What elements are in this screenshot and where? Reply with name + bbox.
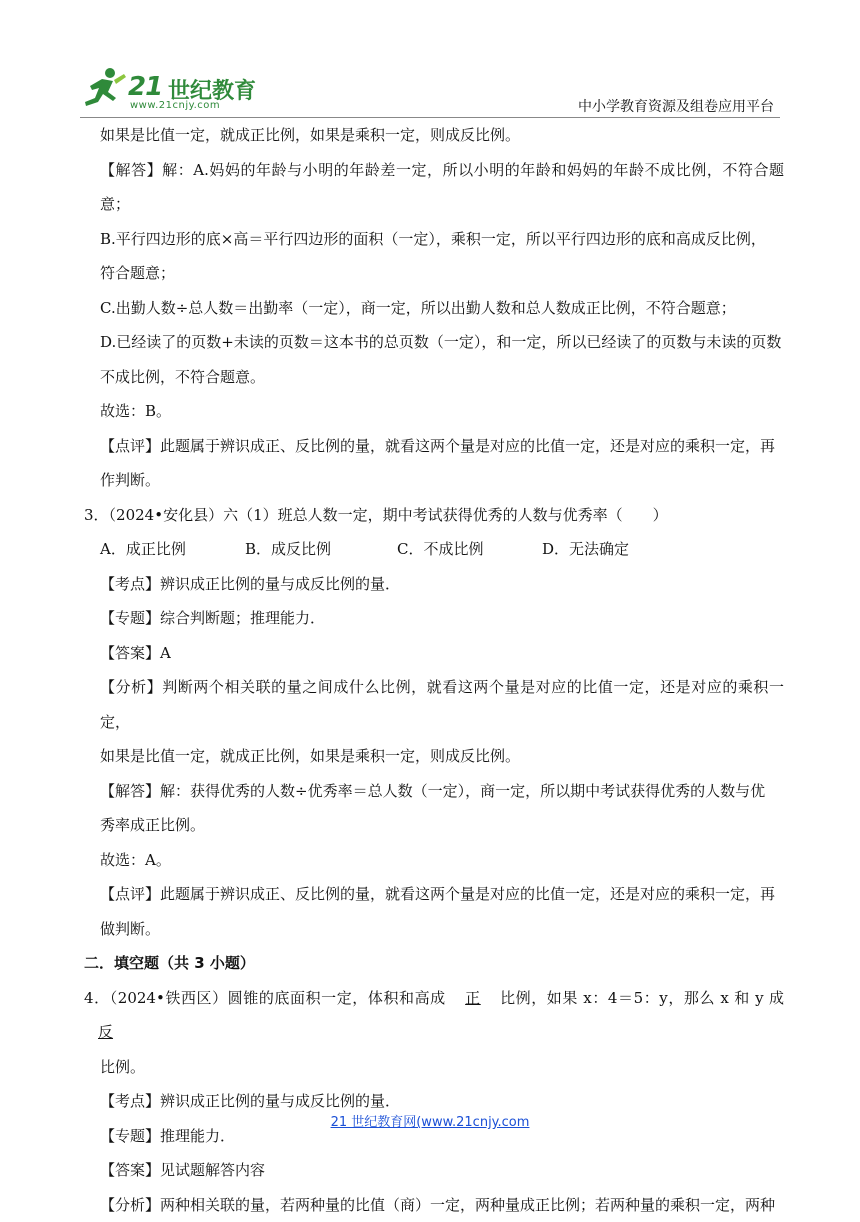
q3-answer: 【答案】A (84, 636, 784, 671)
q2-solution-d1: D.已经读了的页数+未读的页数＝这本书的总页数（一定），和一定，所以已经读了的页数与未读的页数 (84, 325, 784, 360)
q4-answer: 【答案】见试题解答内容 (84, 1153, 784, 1188)
document-body (84, 118, 784, 1222)
logo-text: 世纪教育 (168, 74, 256, 105)
q3-options (84, 532, 784, 567)
q2-solution-c: C.出勤人数÷总人数＝出勤率（一定），商一定，所以出勤人数和总人数成正比例，不符合题意； (84, 291, 784, 326)
logo-url: www.21cnjy.com (130, 100, 220, 111)
q2-solution-b2: 符合题意； (84, 256, 784, 291)
q4-kaodian: 【考点】辨识成正比例的量与成反比例的量． (84, 1084, 784, 1119)
q3-solution2: 秀率成正比例。 (84, 808, 784, 843)
q3-option-a: A．成正比例 (100, 532, 245, 567)
q4-stem (84, 981, 784, 1050)
section-title: 二．填空题（共 3 小题） (84, 946, 784, 981)
q4-zhuanti: 【专题】推理能力． (84, 1119, 784, 1154)
q4-blank1: 正 (451, 989, 495, 1007)
q3-solution1: 【解答】解：获得优秀的人数÷优秀率＝总人数（一定），商一定，所以期中考试获得优秀的人数与优 (84, 774, 784, 809)
q2-analysis-end: 如果是比值一定，就成正比例，如果是乘积一定，则成反比例。 (84, 118, 784, 153)
q4-blank2: 反 (84, 1023, 127, 1041)
q3-comment2: 做判断。 (84, 912, 784, 947)
logo-number: 21 (128, 72, 162, 102)
q2-choice: 故选：B。 (84, 394, 784, 429)
q2-comment2: 作判断。 (84, 463, 784, 498)
q3-zhuanti: 【专题】综合判断题；推理能力． (84, 601, 784, 636)
q2-solution-b1: B.平行四边形的底×高＝平行四边形的面积（一定），乘积一定，所以平行四边形的底和高成反比例， (84, 222, 784, 257)
q3-kaodian: 【考点】辨识成正比例的量与成反比例的量． (84, 567, 784, 602)
q2-solution-a: 【解答】解：A.妈妈的年龄与小明的年龄差一定，所以小明的年龄和妈妈的年龄不成比例，不符合题意； (84, 153, 784, 222)
q3-stem: 3．（2024•安化县）六（1）班总人数一定，期中考试获得优秀的人数与优秀率（ ） (84, 498, 784, 533)
footer-link[interactable]: 21 世纪教育网(www.21cnjy.com (0, 1111, 860, 1130)
q4-stem-part2: 比例，如果 x：4＝5：y，那么 x 和 y 成 (500, 989, 784, 1007)
q3-option-b: B．成反比例 (245, 532, 397, 567)
q3-option-c: C．不成比例 (397, 532, 542, 567)
q2-solution-d2: 不成比例，不符合题意。 (84, 360, 784, 395)
q3-analysis2: 如果是比值一定，就成正比例，如果是乘积一定，则成反比例。 (84, 739, 784, 774)
q3-option-d: D．无法确定 (542, 532, 687, 567)
q2-comment1: 【点评】此题属于辨识成正、反比例的量，就看这两个量是对应的比值一定，还是对应的乘积一定，再 (84, 429, 784, 464)
q4-stem-line2: 比例。 (84, 1050, 784, 1085)
page-header (0, 0, 860, 118)
q4-analysis1: 【分析】两种相关联的量，若两种量的比值（商）一定，两种量成正比例；若两种量的乘积一定，两种 (84, 1188, 784, 1222)
q3-comment1: 【点评】此题属于辨识成正、反比例的量，就看这两个量是对应的比值一定，还是对应的乘积一定，再 (84, 877, 784, 912)
q4-stem-part1: 4．（2024•铁西区）圆锥的底面积一定，体积和高成 (84, 989, 446, 1007)
platform-title: 中小学教育资源及组卷应用平台 (578, 96, 774, 116)
q3-analysis1: 【分析】判断两个相关联的量之间成什么比例，就看这两个量是对应的比值一定，还是对应的乘积一定， (84, 670, 784, 739)
runner-icon (80, 66, 128, 112)
site-logo[interactable] (80, 66, 260, 116)
q3-choice: 故选：A。 (84, 843, 784, 878)
